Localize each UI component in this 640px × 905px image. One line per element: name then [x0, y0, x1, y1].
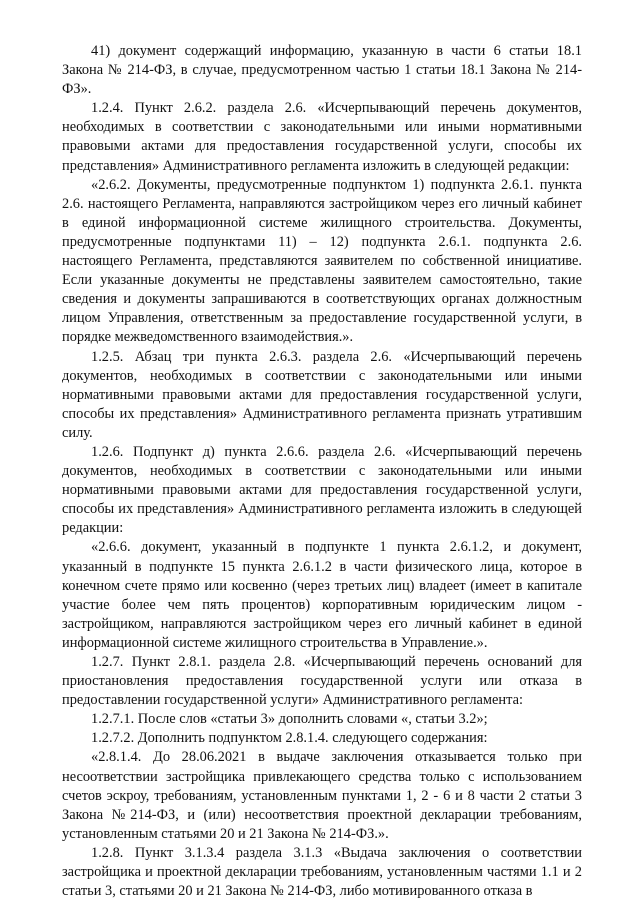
paragraph-2-8-1-4-quote: «2.8.1.4. До 28.06.2021 в выдаче заключения отказывается только при несоответствии застройщика привлекающего средства только с использованием счетов эскроу, требованиям, установленным пунктами 1, 2 - 6 и 8 части 2 статьи 3 Закона №214-ФЗ, и (или) несоответствия проектной декларации требованиям, установленным статьями 20 и 21 Закона № 214-ФЗ.».: [62, 749, 582, 842]
paragraph-1-2-7-2: 1.2.7.2. Дополнить подпунктом 2.8.1.4. следующего содержания:: [91, 730, 488, 747]
paragraph-2-6-6-quote: «2.6.6. документ, указанный в подпункте 1 пункта 2.6.1.2, и документ, указанный в подпункте 15 пункта 2.6.1.2 в части физического лица, которое в конечном счете прямо или косвенно (через третьих лиц) владеет (имеет в капитале участие более чем пять процентов) корпоративным юридическим лицом - застройщиком, направляются застройщиком через его личный кабинет в единой информационной системе жилищного строительства в Управление.».: [62, 539, 582, 651]
document-page: [62, 42, 582, 901]
paragraph-1-2-4: 1.2.4. Пункт 2.6.2. раздела 2.6. «Исчерпывающий перечень документов, необходимых в соответствии с законодательными или иными нормативными правовыми актами для предоставления государственной услуги, способы их представления» Административного регламента изложить в следующей редакции:: [62, 100, 582, 174]
paragraph-1-2-6: 1.2.6. Подпункт д) пункта 2.6.6. раздела 2.6. «Исчерпывающий перечень документов, необходимых в соответствии с законодательными или иными нормативными правовыми актами для предоставления государственной услуги, способы их представления» Административного регламента изложить в следующей редакции:: [62, 443, 582, 537]
paragraph-item-41: 41) документ содержащий информацию, указанную в части 6 статьи 18.1 Закона № 214-ФЗ, в случае, предусмотренном частью 1 статьи 18.1 Закона № 214-ФЗ».: [62, 43, 582, 98]
paragraph-2-6-2-quote: «2.6.2. Документы, предусмотренные подпунктом 1) подпункта 2.6.1. пункта 2.6. настоящего Регламента, направляются застройщиком через его личный кабинет в единой информационной системе жилищного строительства. Документы, предусмотренные подпунктами 11) – 12) подпункта 2.6.1. подпункта 2.6. настоящего Регламента, представляются заявителем по собственной инициативе. Если указанные документы не представлены заявителем самостоятельно, такие сведения и документы запрашиваются в соответствующих органах должностным лицом Управления, ответственным за предоставление государственной услуги, в порядке межведомственного взаимодействия.».: [62, 176, 582, 346]
paragraph-1-2-8: 1.2.8. Пункт 3.1.3.4 раздела 3.1.3 «Выдача заключения о соответствии застройщика и проектной декларации требованиям, установленным частями 1.1 и 2 статьи 3, статьями 20 и 21 Закона № 214-ФЗ, либо мотивированного отказа в: [62, 844, 582, 900]
paragraph-1-2-5: 1.2.5. Абзац три пункта 2.6.3. раздела 2.6. «Исчерпывающий перечень документов, необходимых в соответствии с законодательными или иными нормативными правовыми актами для предоставления государственной услуги, способы их представления» Административного регламента признать утратившим силу.: [62, 348, 582, 441]
paragraph-1-2-7-1: 1.2.7.1. После слов «статьи 3» дополнить словами «, статьи 3.2»;: [91, 711, 488, 728]
paragraph-1-2-7: 1.2.7. Пункт 2.8.1. раздела 2.8. «Исчерпывающий перечень оснований для приостановления предоставления государственной услуги или отказа в предоставлении государственной услуги» Административного регламента:: [62, 654, 582, 709]
